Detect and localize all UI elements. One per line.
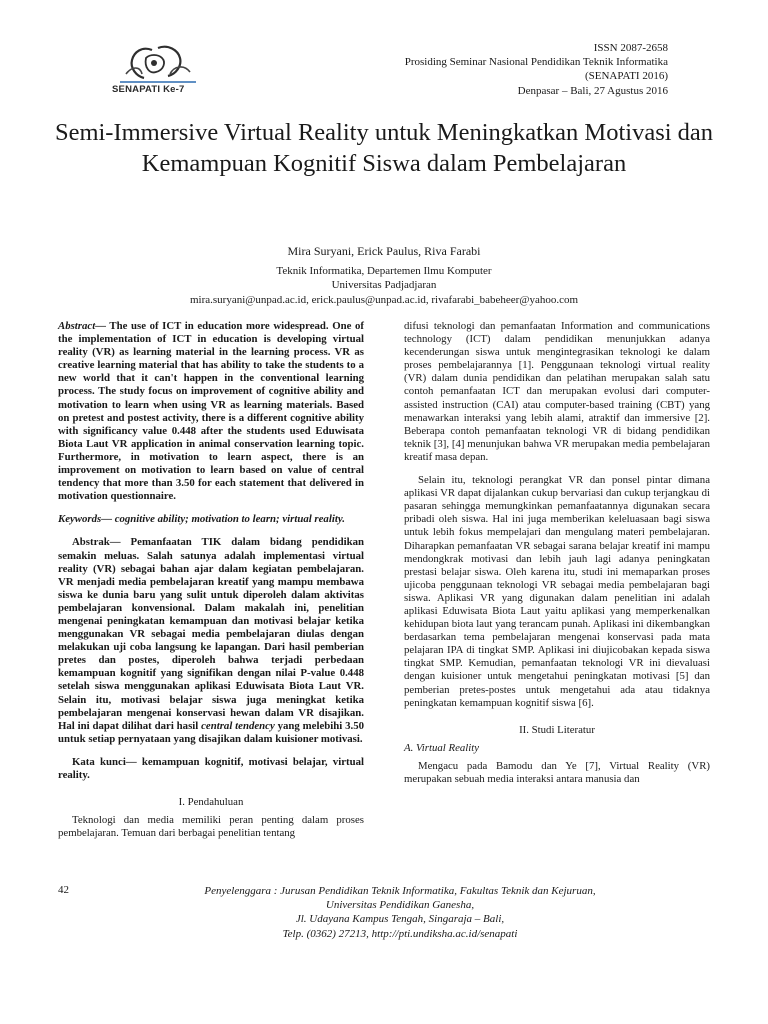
affiliation [0, 264, 768, 307]
footer-organizer: Penyelenggara : Jurusan Pendidikan Teknik Informatika, Fakultas Teknik dan Kejuruan, [204, 885, 596, 897]
abstrak-italic-term: central tendency [201, 719, 275, 732]
abstrak-text-b: yang melebihi 3.50 untuk setiap pernyataan yang disajikan dalam kuisioner motivasi. [58, 719, 365, 745]
author-list: Mira Suryani, Erick Paulus, Riva Farabi [287, 244, 481, 258]
affiliation-university: Universitas Padjadjaran [331, 279, 437, 292]
page-footer [140, 884, 660, 941]
conference-acronym: (SENAPATI 2016) [584, 70, 668, 83]
affiliation-department: Teknik Informatika, Departemen Ilmu Komputer [276, 265, 492, 277]
abstrak-paragraph [58, 536, 364, 746]
proceedings-name: Prosiding Seminar Nasional Pendidikan Teknik Informatika [404, 56, 668, 69]
conference-logo [112, 44, 204, 102]
intro-paragraph: Teknologi dan media memiliki peran penting dalam proses pembelajaran. Temuan dari berbagai penelitian tentang [58, 814, 364, 840]
page-number: 42 [58, 884, 69, 896]
issn: ISSN 2087-2658 [593, 42, 668, 54]
abstract-paragraph [58, 320, 364, 503]
abstract-label: Abstract— [58, 320, 106, 332]
conference-header [405, 41, 668, 98]
intro-continuation-paragraph: difusi teknologi dan pemanfaatan Information and communications technology (ICT) dalam pendidikan menunjukkan adanya kecenderungan siswa untuk mengintegrasikan teknologi ke dalam proses pembelajarannya [1]. Penggunaan teknologi virtual reality (VR) dalam dunia pendidikan dan pelatihan merupakan salah satu contoh pemanfaatan ICT dan merupakan evolusi dari computer-assisted instruction (CAI) atau computer-based training (CBT) yang menawarkan interaksi yang lebih alami, atraktif dan immersive [2]. Beberapa contoh pemanfaatan teknologi VR di bidang pendidikan teknik [3], [4] menunjukan bahwa VR merupakan media pembelajaran kreatif masa depan. [404, 320, 710, 463]
author-emails: mira.suryani@unpad.ac.id, erick.paulus@unpad.ac.id, rivafarabi_babeheer@yahoo.com [189, 293, 579, 306]
intro-paragraph-2: Selain itu, teknologi perangkat VR dan ponsel pintar dimana aplikasi VR dapat dijalankan cukup bervariasi dan cukup terjangkau di pasaran sehingga memungkinkan pemanfaatannya digunakan secara pribadi oleh siswa. Hal ini juga memberikan keleluasaan bagi siswa untuk lebih fokus mempelajari dan mengulang materi pembelajaran. Diharapkan pemanfaatan VR sebagai sarana belajar kreatif ini mampu mendongkrak motivasi dan lebih jauh lagi adanya peningkatan prestasi belajar siswa. Oleh karena itu, studi ini memaparkan proses ujicoba penggunaan teknologi VR sebagai media pembelajaran bagi siswa. Aplikasi VR yang digunakan dalam penelitian ini adalah aplikasi Eduwisata Biota Laut yaitu aplikasi yang memperkenalkan kehidupan biota laut yang terancam punah. Aplikasi ini dikembangkan berdasarkan tema pembelajaran mengenai konservasi pada mata pelajaran IPA di tingkat SMP. Aplikasi ini diujicobakan kepada siswa tingkat SMP. Kemudian, pemanfaatan teknologi VR ini dievaluasi dengan kuisioner untuk mengetahui peningkatan motivasi [5] dan pemberian pretes-postes untuk mengetahui ada atau tidaknya peningkatan kemampuan kognitif siswa [6]. [404, 474, 710, 709]
subsection-heading-virtual-reality: A. Virtual Reality [404, 741, 480, 754]
right-column [404, 320, 710, 796]
section-heading-studi-literatur: II. Studi Literatur [519, 723, 595, 736]
paper-title: Semi-Immersive Virtual Reality untuk Meningkatkan Motivasi dan Kemampuan Kognitif Siswa dalam Pembelajaran [54, 119, 714, 177]
kata-kunci-label: Kata kunci— [72, 755, 137, 768]
abstrak-label: Abstrak— [72, 536, 121, 549]
left-column [58, 320, 364, 850]
footer-university: Universitas Pendidikan Ganesha, [325, 899, 475, 912]
section-heading-pendahuluan: I. Pendahuluan [178, 796, 244, 809]
conference-place-date: Denpasar – Bali, 27 Agustus 2016 [517, 84, 668, 97]
keywords-paragraph [58, 513, 364, 526]
footer-contact: Telp. (0362) 27213, http://pti.undiksha.ac.id/senapati [282, 927, 518, 940]
abstract-text: The use of ICT in education more widespread. One of the implementation of ICT in education is developing virtual reality (VR) as learning material in the learning process. VR as creative learning material that has ability to take the students to a new world that it can't happen in the conventional learning process. The study focus on improvement of cognitive ability and motivation to learn when using VR as learning materials. Based on pretest and postest activity, there is a different cognitive ability with significancy value 0.448 after the students used Eduwisata Biota Laut VR application in animal conservation learning topic. Furthermore, in motivation to learn aspect, there is an improvement on motivation to learn based on value of central tendency that more than 3.50 for each statement that delivered in motivation questionnaire. [58, 320, 364, 503]
logo-text: SENAPATI Ke-7 [112, 84, 185, 95]
kata-kunci-paragraph [58, 756, 364, 782]
keywords-label: Keywords— [58, 513, 112, 526]
abstrak-text-a: Pemanfaatan TIK dalam bidang pendidikan semakin meluas. Salah satunya adalah implementasi virtual reality (VR) sebagai bahan ajar dalam kegiatan pembelajaran. VR menjadi media pembelajaran kreatif yang mampu membawa siswa ke dunia baru yang sulit untuk diperoleh dalam aktivitas pembelajaran konvensional. Dalam makalah ini, penelitian mengenai peningkatan kemampuan dan motivasi belajar ketika menggunakan VR sebagai media pembelajaran diulas dengan melakukan uji coba langsung ke lapangan. Dari hasil pemberian pretes dan postes, diperoleh bahwa terjadi perbedaan kemampuan kognitif yang signifikan dengan nilai P-value 0.448 setelah siswa menggunakan aplikasi Eduwisata Biota Laut VR. Selain itu, motivasi belajar siswa juga meningkat ketika pembelajaran mengenai konservasi hewan dalam VR disajikan. Hal ini dapat dilihat dari hasil [58, 536, 364, 732]
vr-definition-paragraph: Mengacu pada Bamodu dan Ye [7], Virtual Reality (VR) merupakan sebuah media interaksi antara manusia dan [404, 759, 710, 785]
logo-emblem-icon [112, 44, 204, 86]
keywords-text: cognitive ability; motivation to learn; virtual reality. [112, 513, 345, 526]
kata-kunci-text: kemampuan kognitif, motivasi belajar, virtual reality. [58, 755, 364, 781]
footer-address: Jl. Udayana Kampus Tengah, Singaraja – Bali, [295, 913, 505, 926]
